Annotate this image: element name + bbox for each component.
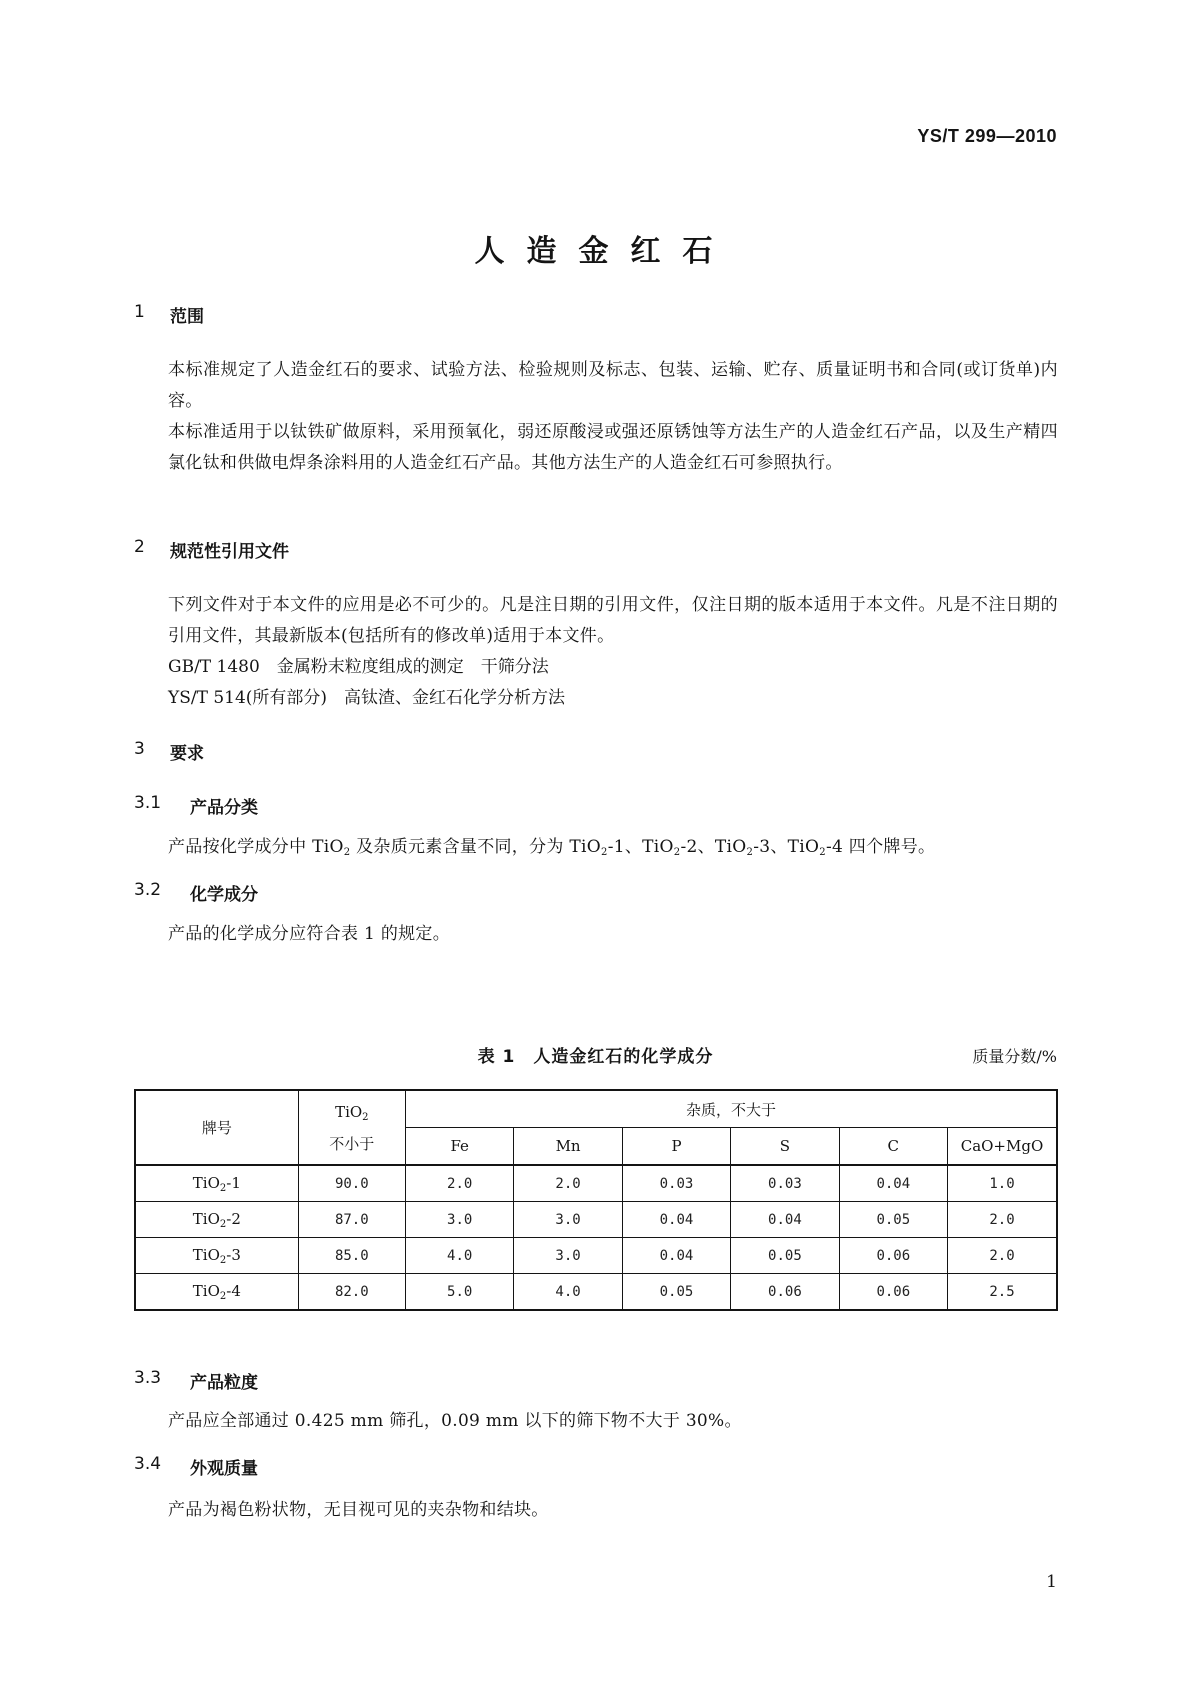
value-cell: 2.0 [948, 1238, 1058, 1274]
value-cell: 2.0 [405, 1165, 513, 1202]
value-cell: 3.0 [514, 1202, 622, 1238]
value-cell: 1.0 [948, 1165, 1058, 1202]
section-3-4-heading [134, 1454, 258, 1479]
value-cell: 0.05 [839, 1202, 947, 1238]
section-number: 3.1 [134, 793, 162, 813]
header-c: C [839, 1128, 947, 1166]
section-title: 规范性引用文件 [170, 542, 289, 562]
section-title: 外观质量 [190, 1459, 258, 1479]
header-grade: 牌号 [135, 1090, 298, 1165]
value-cell: 0.06 [839, 1238, 947, 1274]
header-cao-mgo: CaO+MgO [948, 1128, 1058, 1166]
section-title: 化学成分 [190, 885, 258, 905]
chemical-composition-table [134, 1089, 1058, 1311]
table-title: 表 1 人造金红石的化学成分 [477, 1047, 714, 1067]
header-tio2: TiO$_2$ 不小于 [298, 1090, 405, 1165]
value-cell: 0.04 [839, 1165, 947, 1202]
value-cell: 3.0 [405, 1202, 513, 1238]
section-3-3-heading [134, 1368, 258, 1393]
value-cell: 0.03 [622, 1165, 730, 1202]
section-number: 3.2 [134, 880, 162, 900]
value-cell: 0.04 [622, 1202, 730, 1238]
value-cell: 0.06 [731, 1274, 839, 1311]
value-cell: 87.0 [298, 1202, 405, 1238]
paragraph-scope-2: 本标准适用于以钛铁矿做原料，采用预氧化，弱还原酸浸或强还原锈蚀等方法生产的人造金红石产品，以及生产精四氯化钛和供做电焊条涂料用的人造金红石产品。其他方法生产的人造金红石可参照执行。 [168, 422, 1058, 473]
page-number: 1 [1046, 1572, 1057, 1592]
section-1-heading [134, 302, 204, 327]
section-3-2-heading [134, 880, 258, 905]
table-row [135, 1165, 1057, 1202]
section-number: 1 [134, 302, 145, 322]
header-mn: Mn [514, 1128, 622, 1166]
value-cell: 0.06 [839, 1274, 947, 1311]
paragraph-appearance: 产品为褐色粉状物，无目视可见的夹杂物和结块。 [168, 1500, 549, 1520]
header-impurity: 杂质，不大于 [405, 1090, 1057, 1128]
table-row [135, 1238, 1057, 1274]
value-cell: 2.0 [948, 1202, 1058, 1238]
value-cell: 0.04 [622, 1238, 730, 1274]
value-cell: 90.0 [298, 1165, 405, 1202]
grade-cell: TiO$_2$-2 [135, 1202, 298, 1238]
section-number: 3 [134, 739, 145, 759]
value-cell: 82.0 [298, 1274, 405, 1311]
value-cell: 3.0 [514, 1238, 622, 1274]
document-title: 人造金红石 [474, 234, 735, 269]
value-cell: 0.03 [731, 1165, 839, 1202]
value-cell: 0.05 [622, 1274, 730, 1311]
standard-number: YS/T 299—2010 [917, 126, 1057, 146]
section-title: 范围 [170, 307, 204, 327]
section-title: 产品粒度 [190, 1373, 258, 1393]
header-s: S [731, 1128, 839, 1166]
reference-item: GB/T 1480 金属粉末粒度组成的测定 干筛分法 [168, 657, 549, 677]
paragraph-normative-refs: 下列文件对于本文件的应用是必不可少的。凡是注日期的引用文件，仅注日期的版本适用于本文件。凡是不注日期的引用文件，其最新版本(包括所有的修改单)适用于本文件。 [168, 595, 1058, 646]
paragraph-particle-size: 产品应全部通过 0.425 mm 筛孔，0.09 mm 以下的筛下物不大于 30%。 [168, 1411, 742, 1431]
paragraph-scope-1: 本标准规定了人造金红石的要求、试验方法、检验规则及标志、包装、运输、贮存、质量证明书和合同(或订货单)内容。 [168, 360, 1058, 411]
value-cell: 4.0 [514, 1274, 622, 1311]
section-number: 2 [134, 537, 145, 557]
paragraph-chemical-composition: 产品的化学成分应符合表 1 的规定。 [168, 924, 451, 944]
section-3-heading [134, 739, 204, 764]
table-unit: 质量分数/% [972, 1047, 1057, 1066]
value-cell: 85.0 [298, 1238, 405, 1274]
value-cell: 0.05 [731, 1238, 839, 1274]
grade-cell: TiO$_2$-4 [135, 1274, 298, 1311]
reference-item: YS/T 514(所有部分) 高钛渣、金红石化学分析方法 [168, 688, 566, 708]
section-title: 要求 [170, 744, 204, 764]
table-row [135, 1274, 1057, 1311]
value-cell: 4.0 [405, 1238, 513, 1274]
value-cell: 2.5 [948, 1274, 1058, 1311]
section-number: 3.3 [134, 1368, 162, 1388]
header-fe: Fe [405, 1128, 513, 1166]
grade-cell: TiO$_2$-1 [135, 1165, 298, 1202]
grade-cell: TiO$_2$-3 [135, 1238, 298, 1274]
section-3-1-heading [134, 793, 258, 818]
header-p: P [622, 1128, 730, 1166]
table-row [135, 1202, 1057, 1238]
section-number: 3.4 [134, 1454, 162, 1474]
value-cell: 0.04 [731, 1202, 839, 1238]
section-title: 产品分类 [190, 798, 258, 818]
section-2-heading [134, 537, 289, 562]
value-cell: 5.0 [405, 1274, 513, 1311]
value-cell: 2.0 [514, 1165, 622, 1202]
paragraph-classification: 产品按化学成分中 TiO$_2$ 及杂质元素含量不同，分为 TiO$_2$-1、TiO$_2$-2、TiO$_2$-3、TiO$_2$-4 四个牌号。 [168, 837, 936, 858]
